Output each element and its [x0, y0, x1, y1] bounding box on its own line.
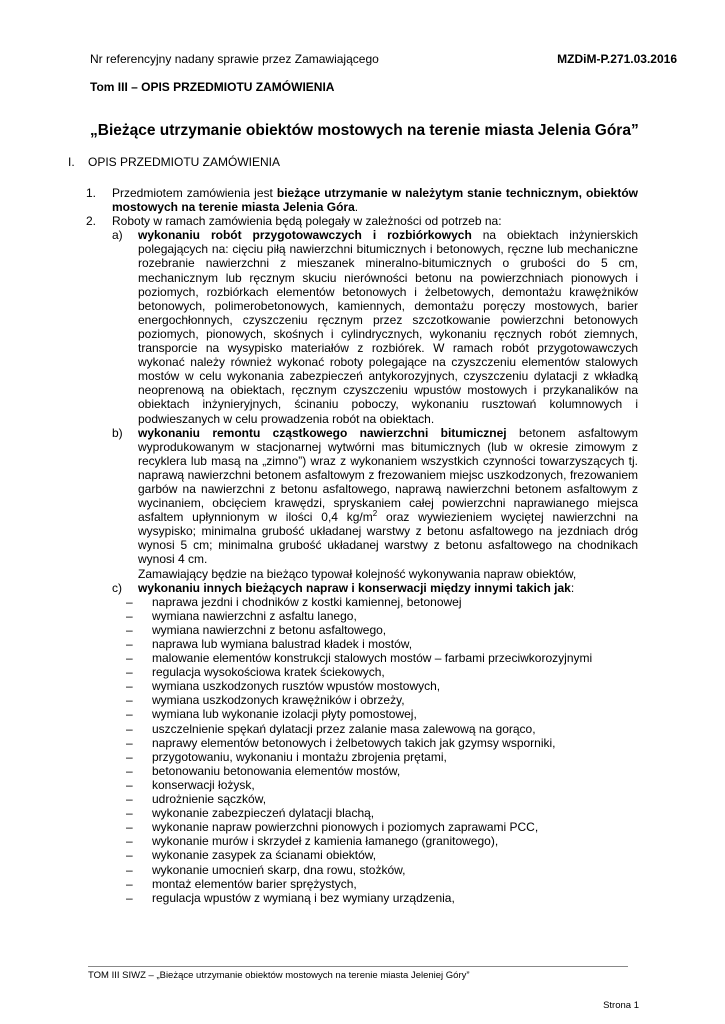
footer-divider [88, 966, 628, 967]
dash-bullet: – [126, 679, 133, 694]
subitem-a-bold: wykonaniu robót przygotowawczych i rozbiórkowych [138, 228, 472, 243]
section-number: I. [68, 155, 75, 169]
document-body [86, 186, 638, 905]
footer-text: TOM III SIWZ – „Bieżące utrzymanie obiektów mostowych na terenie miasta Jeleniej Góry” [88, 970, 470, 981]
item1-text: Przedmiotem zamówienia jest [112, 186, 277, 200]
list-item [126, 722, 638, 736]
list-item [126, 778, 638, 792]
list-item [126, 877, 638, 891]
dash-bullet: – [126, 834, 133, 849]
dash-bullet: – [126, 806, 133, 821]
list-item-text: wykonanie zasypek za ścianami obiektów, [152, 848, 377, 863]
subitem-label: c) [112, 580, 122, 595]
list-item-text: wymiana lub wykonanie izolacji płyty pomostowej, [152, 707, 417, 722]
dash-bullet: – [126, 735, 133, 750]
dash-bullet: – [126, 594, 133, 609]
list-item [126, 834, 638, 848]
subitem-c-bold: wykonaniu innych bieżących napraw i konserwacji między innymi takich jak [138, 580, 571, 595]
reference-label: Nr referencyjny nadany sprawie przez Zamawiającego [90, 52, 379, 66]
list-item [126, 665, 638, 679]
list-item [126, 764, 638, 778]
dash-bullet: – [126, 749, 133, 764]
list-item-text: konserwacji łożysk, [152, 777, 255, 792]
dash-bullet: – [126, 637, 133, 651]
list-number: 1. [86, 186, 97, 200]
list-item [126, 792, 638, 806]
dash-bullet: – [126, 707, 133, 722]
dash-bullet: – [126, 608, 133, 623]
section-label: OPIS PRZEDMIOTU ZAMÓWIENIA [88, 155, 281, 169]
dash-bullet: – [126, 890, 133, 905]
dash-bullet: – [126, 876, 133, 891]
list-item [126, 679, 638, 693]
list-item-text: naprawa lub wymiana balustrad kładek i mostów, [152, 637, 413, 651]
list-item [126, 609, 638, 623]
dash-bullet: – [126, 792, 133, 807]
list-item [126, 595, 638, 609]
item1-bold: bieżące utrzymanie w należytym stanie technicznym, obiektów mostowych na terenie miasta Jelenia Góra [112, 186, 638, 215]
subitem-b-text1: betonem asfaltowym wyprodukowanym w stacjonarnej wytwórni mas bitumicznych (lub w okresie zimowym z recyklera lub masą na „zimno”) wraz z wykonaniem wszystkich czynności towarzyszących tj. naprawą nawierzchni betonem asfaltowym z frezowaniem miejsc uszkodzonych, frezowaniem garbów na nawierzchni z betonu asfaltowego, naprawą nawierzchni betonem asfaltowym z wycinaniem, obcięciem krawędzi, spryskaniem całej powierzchni naprawianego miejsca asfaltem upłynnionym w ilości 0,4 kg/m [138, 425, 638, 525]
document-title: „Bieżące utrzymanie obiektów mostowych na terenie miasta Jelenia Góra” [90, 122, 639, 139]
list-item-text: udrożnienie sączków, [152, 792, 267, 807]
list-item [126, 651, 638, 665]
list-item [126, 637, 638, 651]
list-number: 2. [86, 214, 97, 229]
list-item-text: betonowaniu betonowania elementów mostów, [152, 763, 401, 778]
list-item [126, 820, 638, 834]
subitem-b-text2: oraz wywiezieniem wyciętej nawierzchni na wysypisko; minimalna grubość układanej warstwy z betonu asfaltowego na jezdniach dróg wynosi 5 cm; minimalna grubość układanej warstwy z betonu asfaltowego na chodnikach wynosi 4 cm. [138, 510, 638, 567]
dash-bullet: – [126, 820, 133, 835]
list-item-1 [86, 186, 638, 214]
list-item-text: regulacja wysokościowa kratek ściekowych, [152, 665, 385, 680]
dash-bullet: – [126, 622, 133, 637]
list-item-text: wykonanie umocnień skarp, dna rowu, stożków, [152, 862, 406, 877]
section-heading [68, 155, 280, 169]
subitem-a [112, 228, 638, 425]
subitem-label: b) [112, 425, 123, 440]
subitem-c [112, 581, 638, 595]
superscript: 2 [372, 509, 378, 519]
list-item-text: wymiana uszkodzonych rusztów wpustów mostowych, [152, 679, 441, 694]
list-item-text: wykonanie zabezpieczeń dylatacji blachą, [152, 806, 375, 821]
list-item [126, 623, 638, 637]
subitem-label: a) [112, 228, 123, 243]
list-item-text: wymiana nawierzchni z asfaltu lanego, [152, 608, 357, 623]
list-item [126, 863, 638, 877]
subitem-b-bold: wykonaniu remontu cząstkowego nawierzchni bitumicznej [138, 425, 507, 440]
dash-bullet: – [126, 777, 133, 792]
subitem-b-note: Zamawiający będzie na bieżąco typował kolejność wykonywania napraw obiektów, [138, 566, 577, 581]
list-item-text: naprawy elementów betonowych i żelbetowych takich jak gzymsy wsporniki, [152, 735, 556, 750]
volume-heading: Tom III – OPIS PRZEDMIOTU ZAMÓWIENIA [90, 80, 335, 94]
dash-bullet: – [126, 651, 133, 666]
list-item-text: wykonanie murów i skrzydeł z kamienia łamanego (granitowego), [152, 834, 499, 849]
item1-end: . [354, 200, 359, 215]
list-item [126, 693, 638, 707]
list-item [126, 891, 638, 905]
page-number: Strona 1 [603, 1000, 639, 1011]
dash-bullet: – [126, 693, 133, 708]
list-item-text: wymiana uszkodzonych krawężników i obrzeży, [152, 693, 405, 708]
list-item-text: wymiana nawierzchni z betonu asfaltowego, [152, 622, 387, 637]
list-item-text: montaż elementów barier sprężystych, [152, 876, 357, 891]
dash-bullet: – [126, 763, 133, 778]
dash-list [126, 595, 638, 905]
list-item [126, 848, 638, 862]
list-item-text: uszczelnienie spękań dylatacji przez zalanie masa zalewową na gorąco, [152, 721, 536, 736]
list-item [126, 736, 638, 750]
list-item [126, 806, 638, 820]
reference-number: MZDiM-P.271.03.2016 [557, 52, 677, 66]
dash-bullet: – [126, 848, 133, 863]
subitem-c-colon: : [570, 580, 575, 595]
list-item-text: malowanie elementów konstrukcji stalowych mostów – farbami przeciwkorozyjnymi [152, 651, 593, 666]
list-item [126, 707, 638, 721]
list-item-text: przygotowaniu, wykonaniu i montażu zbrojenia prętami, [152, 749, 447, 764]
item2-text: Roboty w ramach zamówienia będą polegały w zależności od potrzeb na: [112, 214, 502, 229]
list-item-text: naprawa jezdni i chodników z kostki kamiennej, betonowej [152, 594, 462, 609]
list-item-text: wykonanie napraw powierzchni pionowych i poziomych zaprawami PCC, [152, 820, 539, 835]
dash-bullet: – [126, 721, 133, 736]
subitem-b [112, 426, 638, 567]
list-item [126, 750, 638, 764]
dash-bullet: – [126, 862, 133, 877]
subitem-a-text: na obiektach inżynierskich polegających na: cięciu piłą nawierzchni bitumicznych i betonowych, ręczne lub mechaniczne rozebranie nawierzchni z mieszanek mineralno-bitumicznych o grubości do 5 cm, mechanicznym lub ręcznym skuciu nierówności betonu na powierzchniach pionowych i poziomych, rozbiórkach elementów betonowych i żelbetowych, demontażu krawężników betonowych, polimerobetonowych, kamiennych, demontażu poręczy mostowych, barier energochłonnych, czyszczeniu ręcznym przez szczotkowanie powierzchni betonowych poziomych, pionowych, skośnych i cylindrycznych, wykonaniu ręcznych robót ziemnych, transporcie na wysypisko materiałów z rozbiórek. W ramach robót przygotowawczych wykonać należy również wykonać roboty polegające na czyszczeniu elementów stalowych mostów w celu wykonania zabezpieczeń antykorozyjnych, czyszczeniu dylatacji z wkładką neoprenową na obiektach, ręcznym czyszczeniu wpustów mostowych i przykanalików na obiektach inżynieryjnych, ścinaniu poboczy, wykonaniu rusztowań kolumnowych i podwieszanych w celu prowadzenia robót na obiektach. [138, 228, 638, 426]
dash-bullet: – [126, 665, 133, 680]
list-item-text: regulacja wpustów z wymianą i bez wymiany urządzenia, [152, 890, 455, 905]
list-item-2 [86, 214, 638, 228]
